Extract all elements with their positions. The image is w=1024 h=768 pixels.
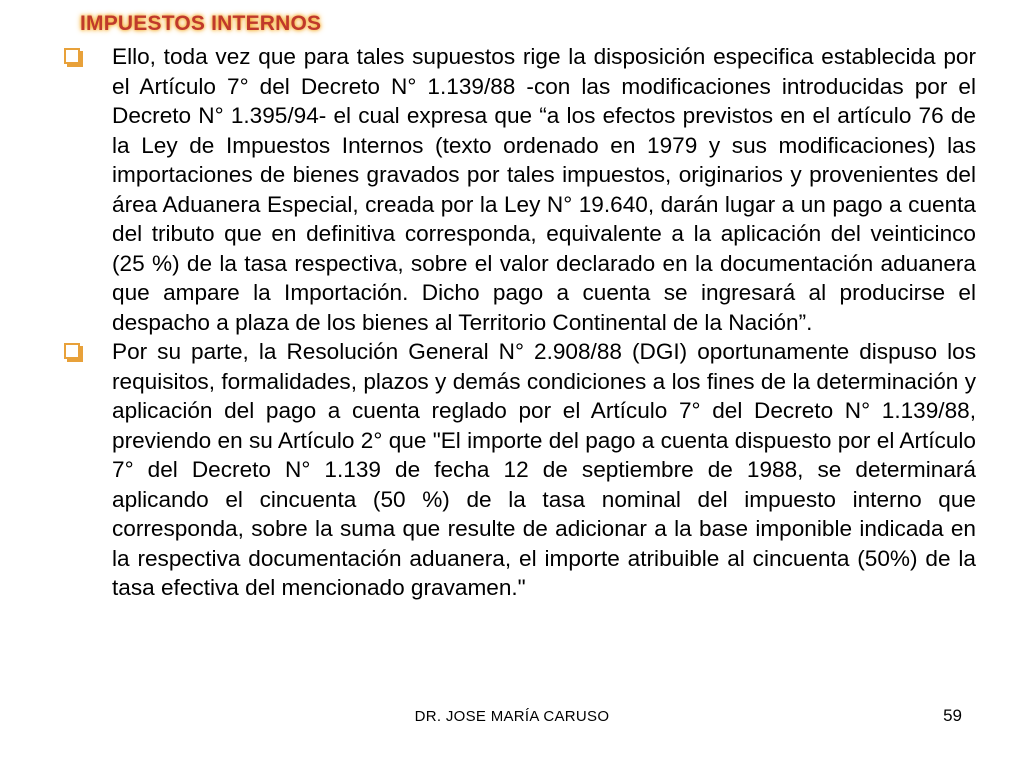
bullet-paragraph-1: [64, 42, 976, 337]
footer-author: DR. JOSE MARÍA CARUSO: [414, 708, 610, 725]
slide-content: [64, 42, 976, 603]
slide-title: IMPUESTOS INTERNOS: [80, 12, 322, 35]
hollow-square-bullet-icon: [64, 343, 80, 359]
paragraph-text-2: Por su parte, la Resolución General N° 2.908/88 (DGI) oportunamente dispuso los requisitos, formalidades, plazos y demás condiciones a los fines de la determinación y aplicación del pago a cuenta reglado por el Artículo 7° del Decreto N° 1.139/88, previendo en su Artículo 2° que "El importe del pago a cuenta dispuesto por el Artículo 7° del Decreto N° 1.139 de fecha 12 de septiembre de 1988, se determinará aplicando el cincuenta (50 %) de la tasa nominal del impuesto interno que corresponda, sobre la suma que resulte de adicionar a la base imponible indicada en la respectiva documentación aduanera, el importe atribuible al cincuenta (50%) de la tasa efectiva del mencionado gravamen.": [112, 339, 976, 600]
bullet-paragraph-2: [64, 337, 976, 603]
page-number: 59: [943, 706, 962, 725]
paragraph-text-1: Ello, toda vez que para tales supuestos rige la disposición especifica establecida por el Artículo 7° del Decreto N° 1.139/88 -con las modificaciones introducidas por el Decreto N° 1.395/94- el cual expresa que “a los efectos previstos en el artículo 76 de la Ley de Impuestos Internos (texto ordenado en 1979 y sus modificaciones) las importaciones de bienes gravados por tales impuestos, originarios y provenientes del área Aduanera Especial, creada por la Ley N° 19.640, darán lugar a un pago a cuenta del tributo que en definitiva corresponda, equivalente a la aplicación del veinticinco (25 %) de la tasa respectiva, sobre el valor declarado en la documentación aduanera que ampare la Importación. Dicho pago a cuenta se ingresará al producirse el despacho a plaza de los bienes al Territorio Continental de la Nación”.: [112, 44, 976, 335]
hollow-square-bullet-icon: [64, 48, 80, 64]
